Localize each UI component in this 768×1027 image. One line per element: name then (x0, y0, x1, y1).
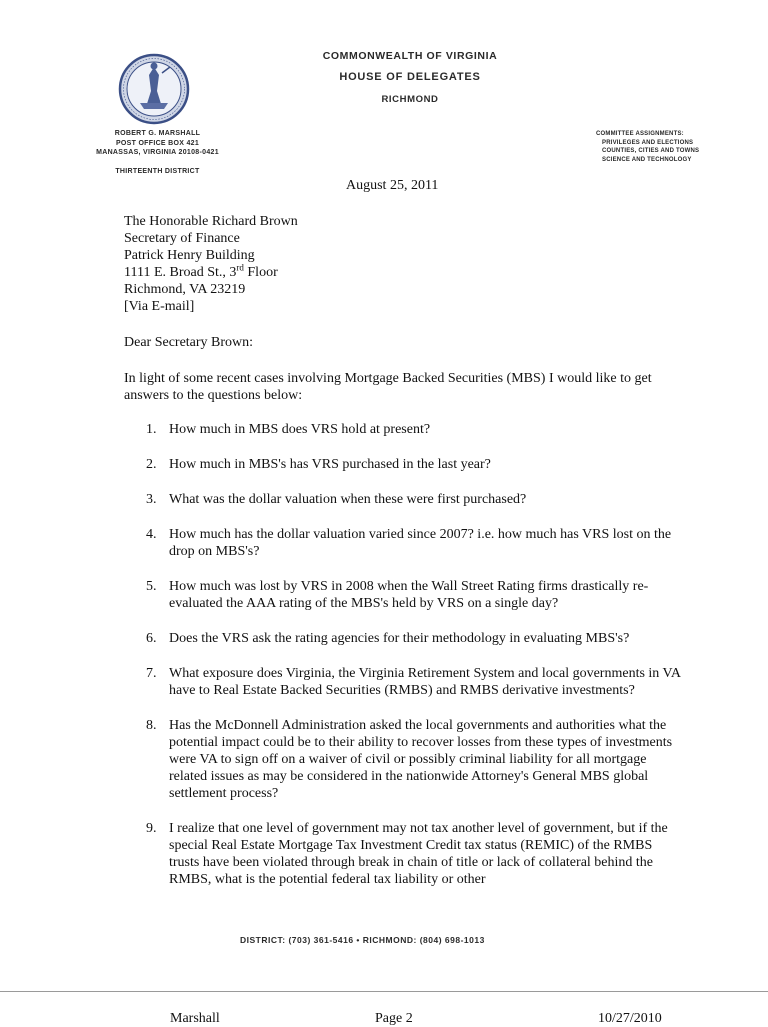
footer-page-number: Page 2 (375, 1011, 413, 1026)
question-number: 4. (146, 527, 157, 542)
question-text: How much in MBS's has VRS purchased in the last year? (169, 457, 491, 472)
question-number: 6. (146, 631, 157, 646)
footer-contact: DISTRICT: (703) 361-5416 • RICHMOND: (804) 698-1013 (240, 935, 485, 945)
question-item (124, 820, 684, 888)
question-text: How much in MBS does VRS hold at present? (169, 422, 431, 437)
sender-name: ROBERT G. MARSHALL (114, 130, 201, 137)
address-line: The Honorable Richard Brown (124, 214, 298, 229)
question-text: What exposure does Virginia, the Virginia Retirement System and local governments in VA have to Real Estate Backed Securities (RMBS) and RMBS derivative investments? (169, 666, 681, 698)
question-item (124, 491, 684, 508)
letter-date: August 25, 2011 (346, 178, 439, 193)
address-ordinal: rd (236, 262, 244, 273)
intro-paragraph: In light of some recent cases involving Mortgage Backed Securities (MBS) I would like to get answers to the questions below: (124, 371, 652, 403)
question-number: 5. (146, 579, 157, 594)
question-item (124, 421, 684, 438)
committee-assignments (596, 130, 746, 164)
page-divider (0, 991, 768, 992)
question-number: 2. (146, 457, 157, 472)
address-line: Richmond, VA 23219 (124, 282, 246, 297)
footer-date: 10/27/2010 (598, 1011, 662, 1026)
question-item (124, 456, 684, 473)
address-line: Secretary of Finance (124, 231, 240, 246)
address-line: [Via E-mail] (124, 299, 195, 314)
question-number: 7. (146, 666, 157, 681)
question-number: 9. (146, 821, 157, 836)
sender-city: MANASSAS, VIRGINIA 20108-0421 (96, 149, 219, 156)
letterhead-commonwealth: COMMONWEALTH OF VIRGINIA (322, 50, 498, 62)
letterhead-city: RICHMOND (381, 94, 439, 105)
sender-block (80, 129, 235, 176)
question-item (124, 578, 684, 612)
virginia-seal-logo (118, 53, 190, 125)
address-line (124, 264, 684, 281)
question-number: 3. (146, 492, 157, 507)
salutation: Dear Secretary Brown: (124, 335, 254, 350)
committee-item: SCIENCE AND TECHNOLOGY (602, 156, 692, 163)
sender-box: POST OFFICE BOX 421 (115, 139, 200, 147)
question-text: How much was lost by VRS in 2008 when the Wall Street Rating firms drastically re-evaluated the AAA rating of the MBS's held by VRS on a single day? (169, 579, 649, 611)
letterhead-house: HOUSE OF DELEGATES (339, 71, 481, 83)
question-item (124, 717, 684, 802)
question-text: What was the dollar valuation when these were first purchased? (169, 492, 527, 507)
committee-heading: COMMITTEE ASSIGNMENTS: (596, 131, 684, 137)
committee-item: PRIVILEGES AND ELECTIONS (602, 139, 694, 146)
address-line: Patrick Henry Building (124, 248, 255, 263)
question-item (124, 526, 684, 560)
recipient-address (124, 213, 684, 315)
question-item (124, 665, 684, 699)
footer-author: Marshall (170, 1011, 220, 1026)
question-number: 1. (146, 422, 157, 437)
question-list (124, 421, 684, 888)
question-text: Does the VRS ask the rating agencies for their methodology in evaluating MBS's? (169, 631, 630, 646)
question-text: I realize that one level of government may not tax another level of government, but if the special Real Estate Mortgage Tax Investment Credit tax status (REMIC) of the RMBS trusts have been violated through break in chain of title or lack of collateral behind the RMBS, what is the potential federal tax liability or other (169, 821, 668, 887)
address-street: 1111 E. Broad St., 3 (124, 265, 237, 280)
question-text: Has the McDonnell Administration asked the local governments and authorities what the potential impact could be to their ability to recover losses from these types of investments were VA to sign off on a waiver of civil or possibly criminal liability for all mortgage related issues as may be considered in the nationwide Attorney's General MBS global settlement process? (169, 718, 673, 801)
committee-item: COUNTIES, CITIES AND TOWNS (602, 148, 700, 154)
question-text: How much has the dollar valuation varied since 2007? i.e. how much has VRS lost on the drop on MBS's? (169, 527, 672, 559)
sender-district: THIRTEENTH DISTRICT (115, 167, 200, 175)
address-floor: Floor (243, 265, 278, 280)
question-item (124, 630, 684, 647)
question-number: 8. (146, 718, 157, 733)
